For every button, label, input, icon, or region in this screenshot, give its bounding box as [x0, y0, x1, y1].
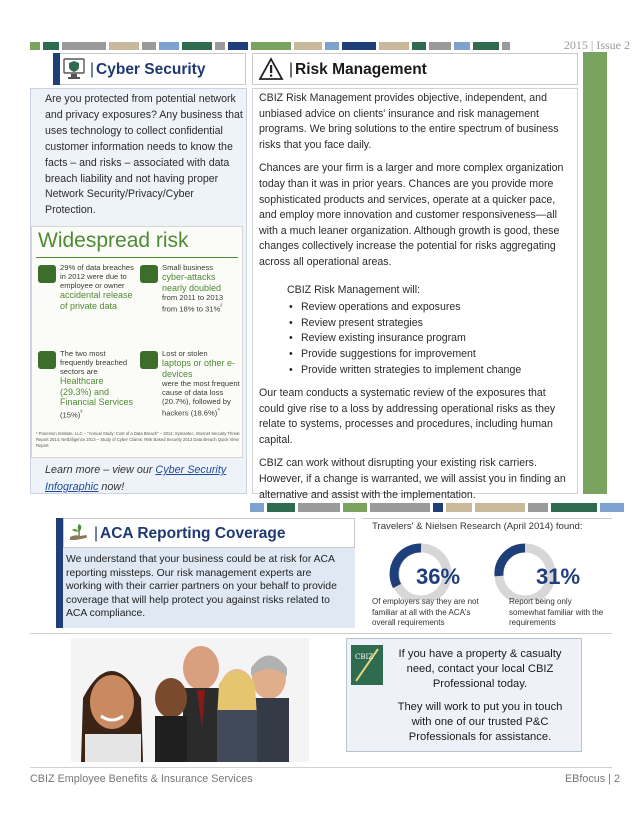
- stat-value-36: 36%: [416, 564, 461, 589]
- infographic-item-4: Lost or stolen laptops or other e-devices were the most frequent cause of data loss (20.7%), followed by hackers $(18.6\%)^{^4}$: [162, 349, 240, 418]
- risk-body: [259, 91, 573, 511]
- svg-text:CBIZ: CBIZ: [355, 653, 374, 661]
- infographic-item-2: Small business cyber-attacks nearly doubled from 2011 to 2013 from 18% to 31%$^{^2}$: [162, 263, 224, 314]
- cyber-intro: Are you protected from potential network and privacy exposures? Any business that uses technology to collect confidential customer information needs to know the facts – and risks – associated with data breach liability and not having proper Network Security/Privacy/Cyber Protection.: [45, 93, 243, 217]
- risk-heading: | Risk Management: [289, 61, 427, 78]
- contact-callout: [346, 638, 582, 752]
- footer-page: EBfocus | 2: [564, 773, 620, 785]
- widespread-risk-infographic[interactable]: [31, 226, 243, 458]
- section-divider: [30, 633, 612, 634]
- money-icon: [38, 351, 56, 369]
- stat-caption-36: Of employers say they are not familiar at all with the ACA's overall requirements: [372, 597, 479, 627]
- skull-icon: [140, 265, 158, 283]
- cyber-header-accent: [53, 53, 60, 85]
- cyber-heading: | Cyber Security: [90, 61, 206, 78]
- laptop-icon: [140, 351, 158, 369]
- stat-caption-31: Report being only somewhat familiar with the requirements: [509, 597, 604, 627]
- infographic-title: Widespread risk: [38, 229, 189, 252]
- research-title: Travelers' & Nielsen Research (April 2014) found:: [372, 521, 583, 532]
- risk-paragraph-1: CBIZ Risk Management provides objective, independent, and unbiased advice on clients' insurance and risk management programs. We bring solutions to the entire spectrum of business risks that you face daily.: [259, 92, 559, 151]
- infographic-footnote: * Ponemon Institute, LLC – "Annual Study: Cost of a Data Breach" – 2014; Symantec, Internet Security Threat Report 2014; NetDiligence 2013 – Study of Cyber Claims; Risk Based Security 2013 Data Breach Quick View Report: [36, 431, 240, 448]
- footer-rule: [30, 767, 612, 768]
- lock-icon: [38, 265, 56, 283]
- learn-more-text: Learn more – view our Cyber Security Infographic now!: [45, 464, 227, 493]
- stat-value-31: 31%: [536, 564, 581, 589]
- issue-label: 2015 | Issue 2: [563, 38, 630, 52]
- list-item: • Review operations and exposures: [287, 300, 573, 316]
- risk-paragraph-2: Chances are your firm is a larger and more complex organization today than it was in prior years. Chances are you provide more sophisticated products and services, operate at a quicker pace, and employ more innovation and customer responsiveness—all with a much leaner organization. Although growth is good, these changes collectively increase the potential for risks aggregating across all operational areas.: [259, 162, 564, 268]
- risk-paragraph-4: CBIZ can work without disrupting your existing risk carriers. However, if a change is warranted, we will assist you in finding an alternative and assist with the implementation.: [259, 457, 566, 501]
- right-accent-bar: [583, 52, 607, 494]
- footer-company: CBIZ Employee Benefits & Insurance Services: [30, 773, 253, 785]
- hand-plant-icon: [67, 519, 91, 545]
- contact-line-2: They will work to put you in touch with one of our trusted P&C Professionals for assistance.: [397, 701, 563, 743]
- risk-bullet-list: [287, 300, 573, 378]
- risk-will-label: CBIZ Risk Management will:: [287, 283, 421, 296]
- top-color-strip: [30, 42, 510, 50]
- cyber-infographic-link[interactable]: Cyber Security Infographic: [45, 464, 227, 493]
- aca-text: We understand that your business could be at risk for ACA reporting missteps. Our risk management experts are working with their carrier partners on your behalf to provide coverage that will help protect you against risks related to ACA compliance.: [66, 554, 337, 620]
- warning-icon: [257, 56, 285, 82]
- shield-monitor-icon: [62, 55, 86, 83]
- list-item: • Review existing insurance program: [287, 331, 573, 347]
- infographic-rule: [36, 257, 238, 258]
- list-item: • Provide suggestions for improvement: [287, 347, 573, 363]
- infographic-item-1: 29% of data breaches in 2012 were due to employee or owner accidental release of private data: [60, 263, 134, 311]
- aca-heading: | ACA Reporting Coverage: [94, 525, 286, 542]
- list-item: • Review present strategies: [287, 316, 573, 332]
- risk-paragraph-3: Our team conducts a systematic review of the exposures that could give rise to a loss by addressing operational risks as they relate to systems, processes and procedures, including human capital.: [259, 387, 556, 446]
- list-item: • Provide written strategies to implement change: [287, 363, 573, 379]
- cbiz-logo: [351, 645, 383, 685]
- contact-text: [387, 647, 573, 754]
- infographic-item-3: The two most frequently breached sectors are Healthcare (29.3%) and Financial Services $(15\%)^{^3}$: [60, 349, 134, 420]
- contact-line-1: If you have a property & casualty need, contact your local CBIZ Professional today.: [398, 648, 562, 690]
- middle-color-strip: [250, 503, 624, 512]
- team-photo: [71, 638, 309, 762]
- aca-accent-bar: [56, 518, 63, 628]
